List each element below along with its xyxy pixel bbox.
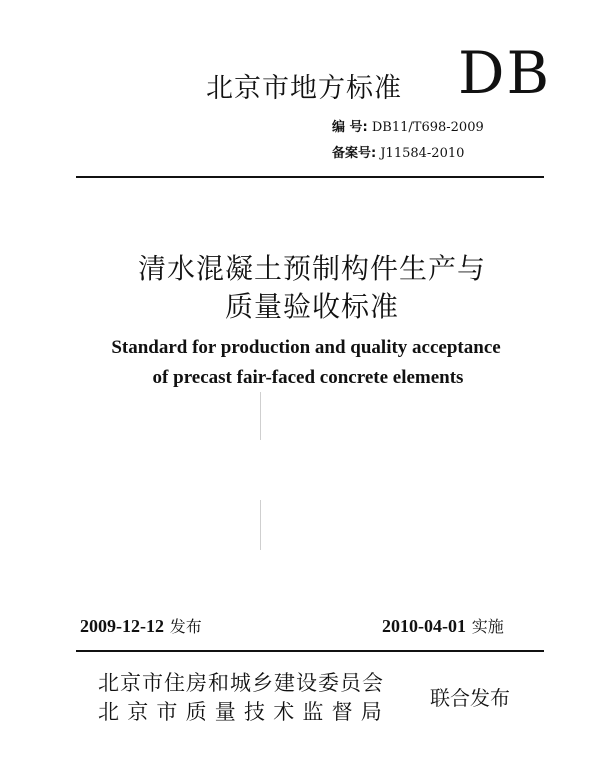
issue-date-row bbox=[80, 614, 202, 637]
db-mark: DB bbox=[458, 39, 552, 107]
standard-number-value: DB11/T698-2009 bbox=[371, 120, 484, 135]
implement-word: 实施 bbox=[471, 617, 504, 636]
issue-word: 发布 bbox=[169, 617, 202, 636]
title-chinese-line-2: 质量验收标准 bbox=[224, 290, 399, 323]
joint-release-label: 联合发布 bbox=[430, 686, 510, 710]
title-english-line-1: Standard for production and quality acceptance bbox=[111, 337, 501, 358]
scan-artifact bbox=[260, 500, 261, 550]
issuer-org-2: 北京市质量技术监督局 bbox=[98, 700, 390, 724]
title-english-line-2: of precast fair-faced concrete elements bbox=[152, 367, 464, 388]
scan-artifact bbox=[260, 392, 261, 440]
standard-number-row bbox=[332, 116, 484, 135]
standard-type: 北京市地方标准 bbox=[206, 73, 402, 104]
implement-date-row bbox=[382, 614, 504, 637]
implement-date: 2010-04-01 bbox=[382, 616, 466, 636]
issuer-org-1: 北京市住房和城乡建设委员会 bbox=[98, 671, 384, 695]
record-number-value: J11584-2010 bbox=[380, 146, 465, 161]
title-chinese-line-1: 清水混凝土预制构件生产与 bbox=[137, 252, 486, 285]
standard-number-label: 编 号: bbox=[332, 120, 368, 135]
record-number-row bbox=[332, 142, 464, 161]
issue-date: 2009-12-12 bbox=[80, 616, 164, 636]
record-number-label: 备案号: bbox=[332, 146, 377, 161]
top-divider bbox=[76, 176, 544, 178]
bottom-divider bbox=[76, 650, 544, 652]
